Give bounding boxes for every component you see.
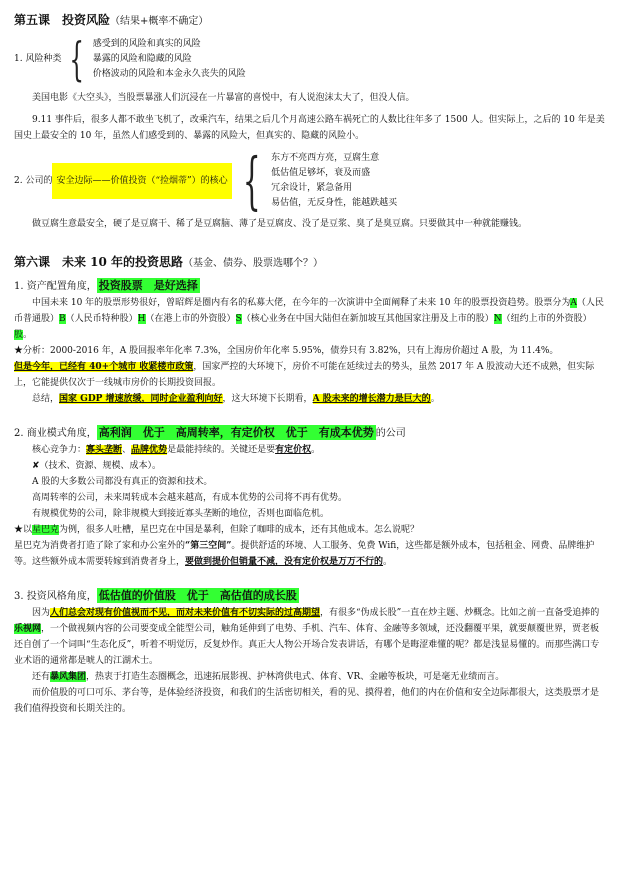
paragraph-911: 9.11 事件后，很多人都不敢坐飞机了，改乘汽车，结果之后几个月高速公路车祸死亡的人数比往年多了 1500 人。但实际上，之后的 10 年是美国史上最安全的 10 年，虽然人们感受到的、暴露的风险大，但真实的、隐藏的风险小。 xyxy=(14,115,605,141)
section1-summary: 总结，国家 GDP 增速放缓，同时企业盈利向好，这大环境下长期看，A 股未来的增长潜力是巨大的。 xyxy=(32,394,440,404)
section2-line: 高周转率的公司，未来周转成本会越来越高，有成本优势的公司将不再有优势。 xyxy=(32,493,348,503)
section2-starbucks: ★以星巴克为例，很多人吐槽，星巴克在中国是暴利，但除了咖啡的成本，还有其他成本。怎么说呢？ xyxy=(14,525,420,535)
list-item: 低估值足够坏，衰及而盛 xyxy=(271,168,371,178)
section2-heading: 2. 商业模式角度， 高利润 优于 高周转率，有定价权 优于 有成本优势 的公司 xyxy=(14,426,406,439)
section2-line: A 股的大多数公司都没有真正的资源和技术。 xyxy=(32,477,213,487)
list-item: 东方不亮西方亮，豆腐生意 xyxy=(271,153,380,163)
section1-paragraph: 中国未来 10 年的股票形势很好，曾昭辉是圈内有名的私募大佬，在今年的一次演讲中全面阐释了未来 10 年的股票投资趋势。股票分为A（人民币普通股）B（人民币特种股）H（在港上市的外资股）S（核心业务在中国大陆但在新加坡互其他国家注册及上市的股）N（纽约上市的外资股）股。 xyxy=(14,298,604,340)
section3-paragraph2: 还有暴风集团，热衷于打造生态圈概念，迅速拓展影视、护林湾供电式、体育、VR、金融等板块，可是毫无业绩而言。 xyxy=(32,672,505,682)
list-item: 冗余设计，紧急备用 xyxy=(271,183,353,193)
section2-core: 核心竞争力：寡头垄断、品牌优势是最能持续的。关键还是要有定价权。 xyxy=(32,445,321,455)
section3-heading: 3. 投资风格角度， 低估值的价值股 优于 高估值的成长股 xyxy=(14,589,297,602)
list-item: 价格波动的风险和本金永久丧失的风险 xyxy=(92,68,246,79)
section1-heading: 1. 资产配置角度， 投资股票 是好选择 xyxy=(14,279,198,292)
list-item: 暴露的风险和隐藏的风险 xyxy=(92,53,192,64)
lesson6-title: 第六课 未来 10 年的投资思路（基金、债券、股票选哪个？） xyxy=(14,255,324,269)
section2-cross: ✘（技术、资源、规模、成本）。 xyxy=(32,461,162,471)
section3-paragraph1: 因为人们总会对现有价值视而不见，而对未来价值有不切实际的过高期望，有很多“伪成长股”一直在炒主题、炒概念。比如之前一直备受追捧的乐视网，一个做视频内容的公司要变成全能型公司，触角延伸到了电势、手机、汽车、体育、金融等多领域，还没翻覆平果，就要颠覆世界，贾老板还自创了一个词叫“生态化反”，听着不明觉厉，反复炒作。真正大人物公开场合发表讲话，有哪个是晦涩难懂的呢？都是浅显易懂的。而那些满口专业术语的通常都是唬人的江湖术士。 xyxy=(14,608,600,666)
risk-types xyxy=(14,32,606,86)
paragraph-tofu: 做豆腐生意最安全，硬了是豆腐干、稀了是豆腐脑、薄了是豆腐皮、没了是豆浆、臭了是臭豆腐。只要做其中一种就能赚钱。 xyxy=(32,219,528,229)
risk-types-label: 1. 风险种类 xyxy=(14,54,62,64)
safety-margin-prefix: 2. 公司的 xyxy=(14,176,53,186)
section3-paragraph3: 而价值股的可口可乐、茅台等，是体验经济投资，和我们的生活密切相关，看的见、摸得着，他们的内在价值和安全边际都很大，这类股票才是我们值得投资和长期关注的。 xyxy=(14,688,600,714)
section1-analysis: ★分析：2000-2016 年，A 股回报率年化率 7.3%，全国房价年化率 5.95%，债券只有 3.82%，只有上海房价超过 A 股，为 11.4%。 xyxy=(14,346,559,356)
paragraph-big-short: 美国电影《大空头》，当股票暴涨人们沉浸在一片暴富的喜悦中，有人说泡沫太大了，但没人信。 xyxy=(32,93,415,103)
brace-icon: { xyxy=(242,144,261,217)
section2-line: 有规模优势的公司，除非规模大到接近寡头垄断的地位，否则也面临危机。 xyxy=(32,509,330,519)
list-item: 感受到的风险和真实的风险 xyxy=(92,38,201,49)
safety-margin xyxy=(14,144,606,217)
section2-third-space: 星巴克为消费者打造了除了家和办公室外的“第三空间”。提供舒适的环境、人工服务、免费 Wifi，这些都是额外成本，包括租金、网费、品牌维护等。这些额外成本需要转嫁到消费者身上，要做到提价但销量不减，没有定价权是万万不行的。 xyxy=(14,541,595,567)
lesson5-title: 第五课 投资风险（结果+概率不确定） xyxy=(14,13,209,27)
brace-icon: { xyxy=(69,32,85,86)
safety-margin-list xyxy=(271,151,397,211)
section1-policy: 但是今年，已经有 40+个城市 收紧楼市政策，国家严控的大环境下，房价不可能在延续过去的势头，虽然 2017 年 A 股波动大还不成熟，但实际上，它能提供仅次于一线城市房价的长期投资回报。 xyxy=(14,362,595,388)
risk-types-list xyxy=(93,37,246,82)
list-item: 易估值，无反身性，能越跌越买 xyxy=(271,198,398,208)
safety-margin-label: 安全边际——价值投资（“捡烟蒂”）的核心 xyxy=(52,163,231,199)
